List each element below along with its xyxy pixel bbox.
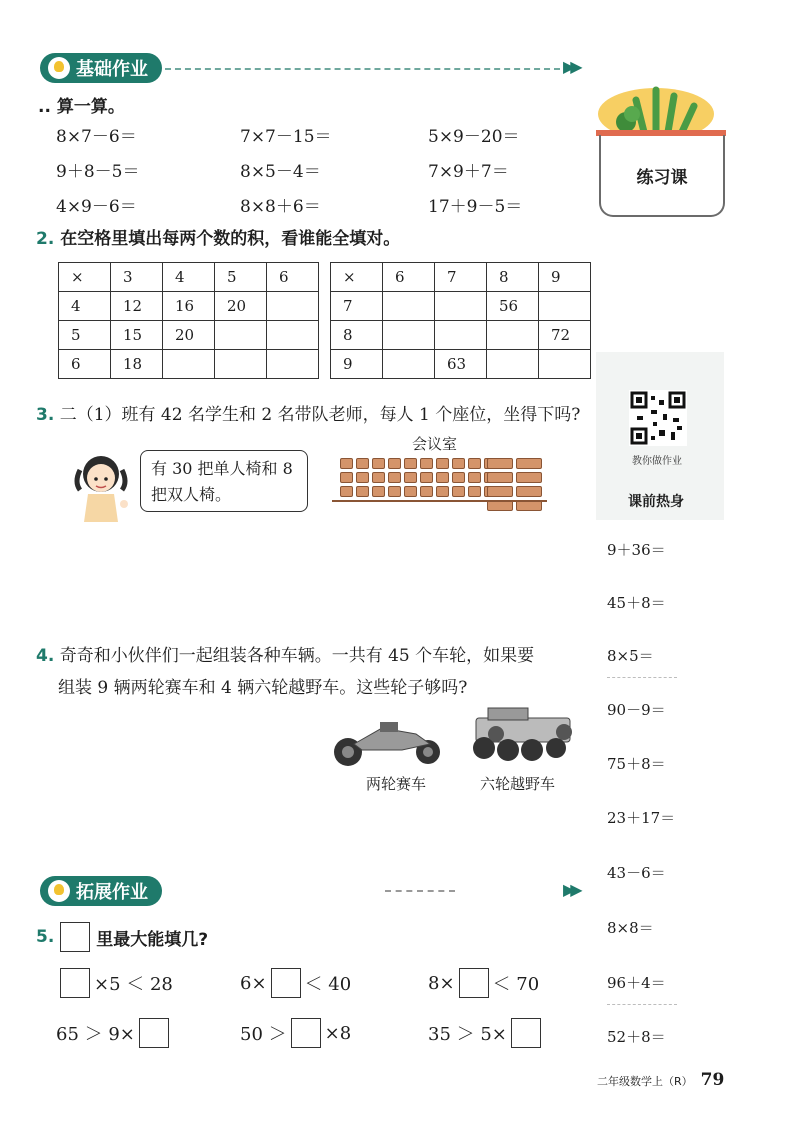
- inequality-suffix: ×8: [324, 1022, 352, 1044]
- inequality-prefix: 8×: [428, 972, 455, 994]
- table-cell: 5: [59, 321, 111, 350]
- table-cell: ×: [331, 263, 383, 292]
- equation: 9＋8－5＝: [56, 162, 140, 182]
- warmup-equation: 9＋36＝: [607, 541, 666, 559]
- answer-box[interactable]: [271, 968, 301, 998]
- table-cell: 4: [59, 292, 111, 321]
- q3-text: 二（1）班有 42 名学生和 2 名带队老师，每人 1 个座位，坐得下吗?: [59, 405, 581, 425]
- answer-box[interactable]: [459, 968, 489, 998]
- section-banner-extend: [40, 876, 162, 906]
- footer: [597, 1070, 724, 1090]
- speech-line: 有 30 把单人椅和 8: [151, 459, 293, 478]
- inequality-suffix: ＜ 40: [304, 974, 352, 995]
- table-cell: 15: [111, 321, 163, 350]
- answer-cell[interactable]: [383, 321, 435, 350]
- speech-line: 把双人椅。: [151, 485, 232, 504]
- table-cell: 63: [435, 350, 487, 379]
- q4-line2: 组装 9 辆两轮赛车和 4 辆六轮越野车。这些轮子够吗?: [58, 678, 468, 698]
- table-cell: 72: [539, 321, 591, 350]
- answer-cell[interactable]: [215, 350, 267, 379]
- inequality-item: [428, 1018, 545, 1048]
- table-cell: 8: [487, 263, 539, 292]
- inequality-prefix: 35 ＞ 5×: [428, 1024, 507, 1045]
- answer-cell[interactable]: [487, 321, 539, 350]
- vehicle-label: 两轮赛车: [366, 775, 427, 793]
- q5-text: 里最大能填几?: [96, 929, 209, 950]
- qr-code-icon[interactable]: [629, 390, 687, 446]
- section-title-basic: 基础作业: [76, 59, 148, 80]
- equation: 8×8＋6＝: [240, 197, 321, 217]
- six-wheel-offroad-illustration: [468, 704, 580, 766]
- answer-box[interactable]: [139, 1018, 169, 1048]
- warmup-equation: 90－9＝: [607, 701, 666, 719]
- warmup-title: 课前热身: [628, 494, 684, 510]
- answer-cell[interactable]: [215, 321, 267, 350]
- inequality-item: [428, 968, 539, 998]
- q2-number: 2.: [36, 229, 55, 249]
- table-row: [59, 263, 319, 292]
- divider: [165, 68, 560, 70]
- answer-cell[interactable]: [267, 350, 319, 379]
- double-arrow-icon: ▶▶: [563, 880, 578, 899]
- warmup-equation: 45＋8＝: [607, 594, 666, 612]
- qr-caption: 教你做作业: [632, 456, 682, 467]
- table-cell: 8: [331, 321, 383, 350]
- q3-number: 3.: [36, 405, 55, 425]
- table-cell: 4: [163, 263, 215, 292]
- warmup-equation: 8×8＝: [607, 919, 654, 937]
- table-cell: 7: [331, 292, 383, 321]
- blank-box-icon: [60, 922, 90, 952]
- table-cell: 18: [111, 350, 163, 379]
- q4-number: 4.: [36, 646, 55, 666]
- answer-cell[interactable]: [267, 321, 319, 350]
- warmup-equation: 8×5＝: [607, 647, 654, 665]
- answer-cell[interactable]: [539, 292, 591, 321]
- inequality-item: [240, 1018, 351, 1048]
- table-row: [331, 321, 591, 350]
- table-row: [59, 321, 319, 350]
- inequality-suffix: ＜ 70: [492, 974, 540, 995]
- inequality-prefix: 50 ＞: [240, 1024, 287, 1045]
- table-cell: 9: [331, 350, 383, 379]
- girl-illustration: [66, 448, 136, 528]
- warmup-equation: 23＋17＝: [607, 809, 676, 827]
- q4-prompt: [36, 641, 534, 666]
- table-cell: 9: [539, 263, 591, 292]
- lesson-label: 练习课: [636, 167, 688, 188]
- book-label: 二年级数学上（R）: [597, 1075, 693, 1088]
- answer-cell[interactable]: [163, 350, 215, 379]
- answer-cell[interactable]: [383, 350, 435, 379]
- equation: 7×7－15＝: [240, 127, 332, 147]
- inequality-item: [240, 968, 351, 998]
- inequality-item: [56, 1018, 173, 1048]
- q1-equations: [56, 122, 536, 217]
- table-row: [331, 350, 591, 379]
- table-cell: 6: [267, 263, 319, 292]
- table-cell: 20: [163, 321, 215, 350]
- table-cell: 7: [435, 263, 487, 292]
- q2-text: 在空格里填出每两个数的积，看谁能全填对。: [60, 229, 401, 249]
- q5-number: 5.: [36, 927, 55, 947]
- equation: 17＋9－5＝: [428, 197, 523, 217]
- equation: 5×9－20＝: [428, 127, 520, 147]
- lesson-card: [599, 135, 725, 217]
- two-wheel-racer-illustration: [332, 714, 444, 770]
- table-row: [59, 292, 319, 321]
- answer-cell[interactable]: [539, 350, 591, 379]
- warmup-equation: 43－6＝: [607, 864, 666, 882]
- table-cell: 6: [383, 263, 435, 292]
- table-cell: 16: [163, 292, 215, 321]
- table-row: [59, 350, 319, 379]
- equation: 8×5－4＝: [240, 162, 321, 182]
- divider: [607, 1004, 677, 1005]
- table-cell: 5: [215, 263, 267, 292]
- speech-bubble: [140, 450, 308, 512]
- page-number: 79: [700, 1070, 725, 1090]
- room-label: 会议室: [412, 435, 458, 453]
- warmup-equation: 96＋4＝: [607, 974, 666, 992]
- q5-prompt: [36, 922, 208, 952]
- answer-box[interactable]: [511, 1018, 541, 1048]
- table-cell: 3: [111, 263, 163, 292]
- vehicle-label: 六轮越野车: [480, 775, 556, 793]
- table-cell: ×: [59, 263, 111, 292]
- inequality-item: [56, 968, 173, 998]
- double-arrow-icon: ▶▶: [563, 57, 578, 76]
- inequality-suffix: ×5 ＜ 28: [94, 974, 173, 995]
- q2-prompt: [36, 224, 400, 249]
- section-banner-basic: [40, 53, 162, 83]
- chairs-illustration: [332, 458, 547, 510]
- q1-title: .. 算一算。: [38, 97, 125, 117]
- lightbulb-icon: [48, 57, 70, 79]
- lightbulb-icon: [48, 880, 70, 902]
- table-cell: 56: [487, 292, 539, 321]
- answer-box[interactable]: [60, 968, 90, 998]
- equation: 8×7－6＝: [56, 127, 137, 147]
- answer-cell[interactable]: [435, 292, 487, 321]
- answer-cell[interactable]: [435, 321, 487, 350]
- product-table-1: [58, 262, 319, 379]
- q3-prompt: [36, 400, 580, 425]
- equation: 7×9＋7＝: [428, 162, 509, 182]
- equation: 4×9－6＝: [56, 197, 137, 217]
- warmup-equation: 52＋8＝: [607, 1028, 666, 1046]
- product-table-2: [330, 262, 591, 379]
- table-cell: 6: [59, 350, 111, 379]
- inequality-prefix: 65 ＞ 9×: [56, 1024, 135, 1045]
- warmup-equation: 75＋8＝: [607, 755, 666, 773]
- section-title-extend: 拓展作业: [76, 882, 148, 903]
- q4-line1: 奇奇和小伙伴们一起组装各种车辆。一共有 45 个车轮，如果要: [59, 646, 535, 666]
- table-row: [331, 263, 591, 292]
- divider: [607, 677, 677, 678]
- answer-cell[interactable]: [487, 350, 539, 379]
- answer-cell[interactable]: [267, 292, 319, 321]
- answer-cell[interactable]: [383, 292, 435, 321]
- inequality-prefix: 6×: [240, 972, 267, 994]
- table-cell: 12: [111, 292, 163, 321]
- plant-illustration: [596, 84, 726, 136]
- divider: [385, 890, 455, 892]
- table-row: [331, 292, 591, 321]
- answer-box[interactable]: [291, 1018, 321, 1048]
- table-cell: 20: [215, 292, 267, 321]
